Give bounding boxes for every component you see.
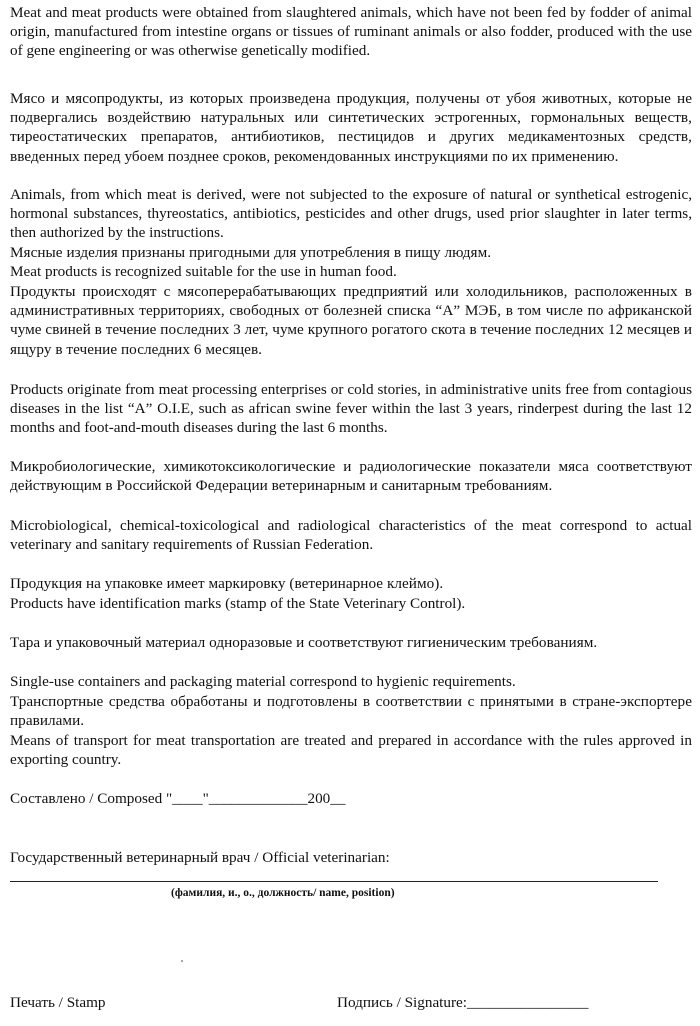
micro-paragraph-ru: Микробиологические, химикотоксикологические и радиологические показатели мяса соответствуют действующим в Российской Федерации ветеринарным и санитарным требованиям. bbox=[10, 458, 692, 495]
suitable-paragraph-ru: Мясные изделия признаны пригодными для употребления в пищу людям. bbox=[10, 244, 492, 261]
micro-paragraph-en: Microbiological, chemical-toxicological and radiological characteristics of the meat correspond to actual veterinary and sanitary requirements of Russian Federation. bbox=[10, 517, 692, 554]
transport-paragraph-en: Means of transport for meat transportation are treated and prepared in accordance with the rules approved in exporting country. bbox=[10, 732, 692, 769]
scan-speck bbox=[181, 960, 183, 962]
transport-paragraph-ru: Транспортные средства обработаны и подготовлены в соответствии с принятыми в стране-экспортере правилами. bbox=[10, 693, 692, 730]
name-position-caption: (фамилия, и., о., должность/ name, position) bbox=[171, 887, 395, 899]
marks-paragraph-en: Products have identification marks (stamp of the State Veterinary Control). bbox=[10, 595, 466, 612]
packaging-paragraph-ru: Тара и упаковочный материал одноразовые и соответствуют гигиеническим требованиям. bbox=[10, 634, 598, 651]
suitable-paragraph-en: Meat products is recognized suitable for the use in human food. bbox=[10, 263, 397, 280]
gmo-paragraph-en: Meat and meat products were obtained from slaughtered animals, which have not been fed by fodder of animal origin, manufactured from intestine organs or tissues of ruminant animals or also fodder, produced with the use of gene engineering or was otherwise genetically modified. bbox=[10, 4, 692, 60]
composed-date-field[interactable]: Составлено / Composed "____"_____________200__ bbox=[10, 790, 346, 807]
signature-field[interactable]: Подпись / Signature:________________ bbox=[337, 994, 589, 1011]
veterinarian-label: Государственный ветеринарный врач / Official veterinarian: bbox=[10, 849, 390, 866]
hormones-paragraph-ru: Мясо и мясопродукты, из которых произведена продукция, получены от убоя животных, которые не подвергались воздействию натуральных или синтетических эстрогенных, гормональных веществ, тиреостатических препаратов, антибиотиков, пестицидов и других медикаментозных средств, введенных перед убоем позднее сроков, рекомендованных инструкциями по их применению. bbox=[10, 90, 692, 165]
origin-paragraph-ru: Продукты происходят с мясоперерабатывающих предприятий или холодильников, расположенных в административных территориях, свободных от болезней списка “А” МЭБ, в том числе по африканской чуме свиней в течение последних 3 лет, чуме крупного рогатого скота в течение последних 12 месяцев и ящуру в течение последних 6 месяцев. bbox=[10, 283, 692, 358]
hormones-paragraph-en: Animals, from which meat is derived, were not subjected to the exposure of natural or synthetical estrogenic, hormonal substances, thyreostatics, antibiotics, pesticides and other drugs, used prior slaughter in later terms, then authorized by the instructions. bbox=[10, 186, 692, 242]
marks-paragraph-ru: Продукция на упаковке имеет маркировку (ветеринарное клеймо). bbox=[10, 575, 444, 592]
origin-paragraph-en: Products originate from meat processing enterprises or cold stories, in administrative units free from contagious diseases in the list “A” O.I.E, such as african swine fever within the last 3 years, rinderpest during the last 12 months and foot-and-mouth diseases during the last 6 months. bbox=[10, 381, 692, 437]
stamp-label: Печать / Stamp bbox=[10, 994, 106, 1011]
veterinarian-name-line[interactable] bbox=[10, 881, 658, 882]
packaging-paragraph-en: Single-use containers and packaging material correspond to hygienic requirements. bbox=[10, 673, 516, 690]
